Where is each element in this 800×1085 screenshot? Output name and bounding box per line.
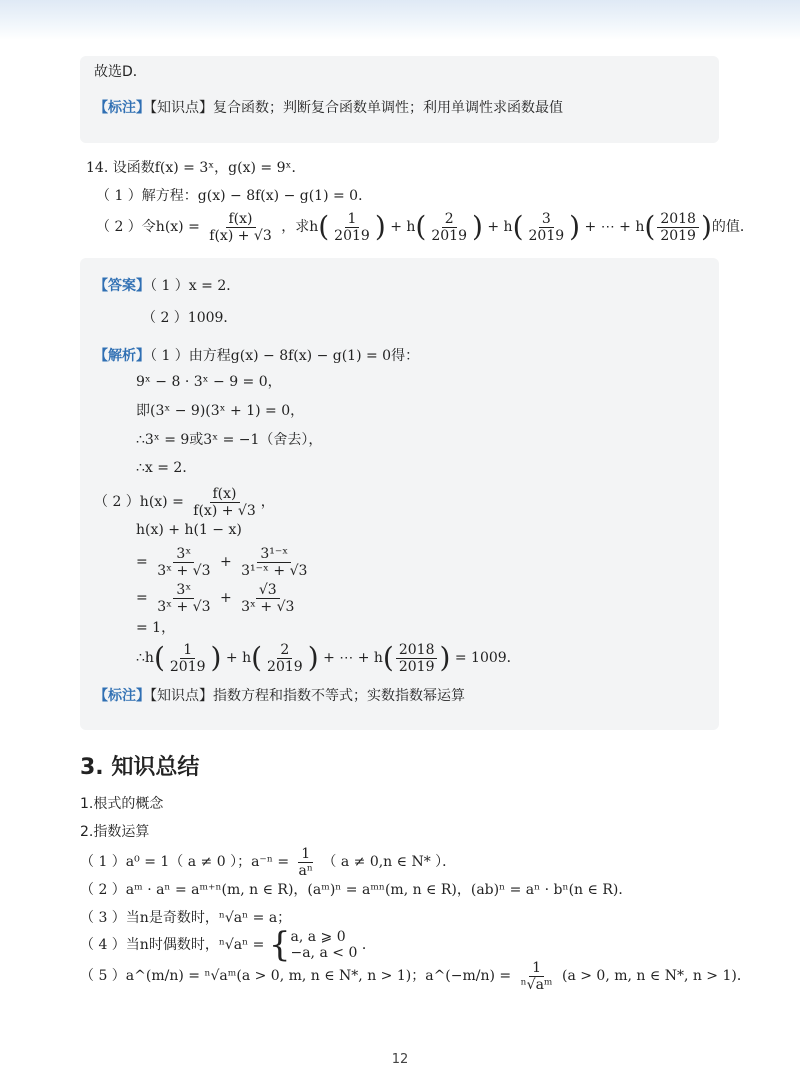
h-arg-n: $\frac{2018}{2019}$ (657, 211, 699, 244)
h-definition-fraction: $\frac{f(x)}{f(x) + √3}$ (209, 210, 272, 244)
frac-3: $\frac{\text{3ˣ}}{\text{3ˣ + √3}}$ (157, 581, 211, 615)
analysis-part2-head: （ 2 ）h(x) = $\frac{f(x)}{f(x) + √3}$ ， (94, 485, 275, 519)
h-arg-3: $\frac{3}{2019}$ (528, 210, 565, 244)
rule-1: （ 1 ）a⁰ = 1（ a ≠ 0 ）；a⁻ⁿ = $\frac{1}{\text{aⁿ}}$ （ a ≠ 0,n ∈ N* ）． (80, 845, 457, 879)
analysis-line-4: ∴3ˣ = 9或3ˣ = −1（舍去）， (136, 432, 323, 448)
analysis-line-8: = $\frac{\text{3ˣ}}{\text{3ˣ + √3}}$ + $\frac{\text{3¹⁻ˣ}}{\text{3¹⁻ˣ + √3}}$ (136, 544, 312, 580)
frac-4: $\frac{√3}{\text{3ˣ + √3}}$ (241, 581, 295, 615)
knowledge-tag-line (94, 98, 563, 118)
analysis-h-fraction: $\frac{f(x)}{f(x) + √3}$ (193, 485, 256, 519)
rule-1-fraction: $\frac{1}{\text{aⁿ}}$ (298, 845, 313, 879)
part2-head: （ 2 ）令h(x) = (96, 219, 200, 235)
question-14-stem: 14. 设函数f(x) = 3ˣ，g(x) = 9ˣ． (86, 160, 306, 176)
rule-4: （ 4 ）当n时偶数时，ⁿ√aⁿ = { a, a ⩾ 0 −a, a < 0 ． (80, 925, 376, 965)
answer-tag: 【答案】 (94, 278, 150, 294)
solution-box-14 (80, 258, 719, 730)
rule-3: （ 3 ）当n是奇数时，ⁿ√aⁿ = a； (80, 910, 292, 926)
analysis-line-2: 9ˣ − 8 · 3ˣ − 9 = 0， (136, 374, 282, 390)
sum-arg-n: $\frac{2018}{2019}$ (396, 642, 438, 675)
analysis-line-11: ∴h( $\frac{1}{2019}$ ) + h( $\frac{2}{2019}$ ) + ⋯ + h( $\frac{2018}{2019}$ ) = 1009． (136, 641, 521, 675)
analysis-tag: 【解析】 (94, 348, 150, 364)
question-14-part2: （ 2 ）令h(x) = $\frac{f(x)}{f(x) + √3}$ ，求h( $\frac{1}{2019}$ ) + h( $\frac{2}{2019}$ ) + h( $\frac{3}{2019}$ ) + ⋯ + h( $\frac{2018}{2019}$ )的值． (96, 210, 754, 244)
analysis-line-7: h(x) + h(1 − x) (136, 522, 242, 538)
piecewise-cases: a, a ⩾ 0 −a, a < 0 (290, 929, 358, 961)
rule-5-fraction: $\frac{1}{\text{ⁿ√aᵐ}}$ (520, 959, 553, 993)
tag-label: 【标注】 (94, 100, 150, 116)
header-band (0, 0, 800, 40)
sum-arg-1: $\frac{1}{2019}$ (169, 641, 206, 675)
part2-mid: ，求h (281, 219, 319, 235)
analysis-line-1: 【解析】（ 1 ）由方程g(x) − 8f(x) − g(1) = 0得： (94, 348, 420, 364)
answer-line-2: （ 2 ）1009． (142, 310, 238, 326)
knowledge-tag-line-2: 【标注】【知识点】指数方程和指数不等式；实数指数幂运算 (94, 688, 465, 704)
answer-line-1: 【答案】（ 1 ）x = 2． (94, 278, 241, 294)
h-arg-1: $\frac{1}{2019}$ (334, 210, 370, 244)
tag-text: 【知识点】复合函数；判断复合函数单调性；利用单调性求函数最值 (150, 100, 563, 116)
answer-choice-text: 故选D． (94, 64, 147, 80)
sum-arg-2: $\frac{2}{2019}$ (267, 641, 303, 675)
rule-2: （ 2 ）aᵐ · aⁿ = aᵐ⁺ⁿ(m, n ∈ R)，(aᵐ)ⁿ = aᵐⁿ(m, n ∈ R)，(ab)ⁿ = aⁿ · bⁿ(n ∈ R)． (80, 882, 633, 898)
analysis-line-10: = 1， (136, 620, 176, 636)
rule-5: （ 5 ）a^(m/n) = ⁿ√aᵐ(a > 0, m, n ∈ N*, n > 1)；a^(−m/n) = $\frac{1}{\text{ⁿ√aᵐ}}$ (a > 0, m, n ∈ N*, n > 1)． (80, 959, 751, 993)
analysis-line-5: ∴x = 2． (136, 460, 197, 476)
page-number: 12 (391, 1052, 409, 1067)
question-14-part1: （ 1 ）解方程：g(x) − 8f(x) − g(1) = 0． (96, 188, 373, 204)
frac-1: $\frac{\text{3ˣ}}{\text{3ˣ + √3}}$ (157, 545, 211, 579)
frac-2: $\frac{\text{3¹⁻ˣ}}{\text{3¹⁻ˣ + √3}}$ (241, 545, 308, 579)
analysis-line-3: 即(3ˣ − 9)(3ˣ + 1) = 0， (136, 403, 305, 419)
solution-box-13 (80, 56, 719, 143)
item-1: 1.根式的概念 (80, 796, 164, 812)
item-2: 2.指数运算 (80, 824, 150, 840)
tag-label-2: 【标注】 (94, 688, 150, 704)
analysis-line-9: = $\frac{\text{3ˣ}}{\text{3ˣ + √3}}$ + $\frac{√3}{\text{3ˣ + √3}}$ (136, 580, 299, 616)
h-arg-2: $\frac{2}{2019}$ (431, 210, 467, 244)
section-title: 3. 知识总结 (80, 755, 200, 780)
